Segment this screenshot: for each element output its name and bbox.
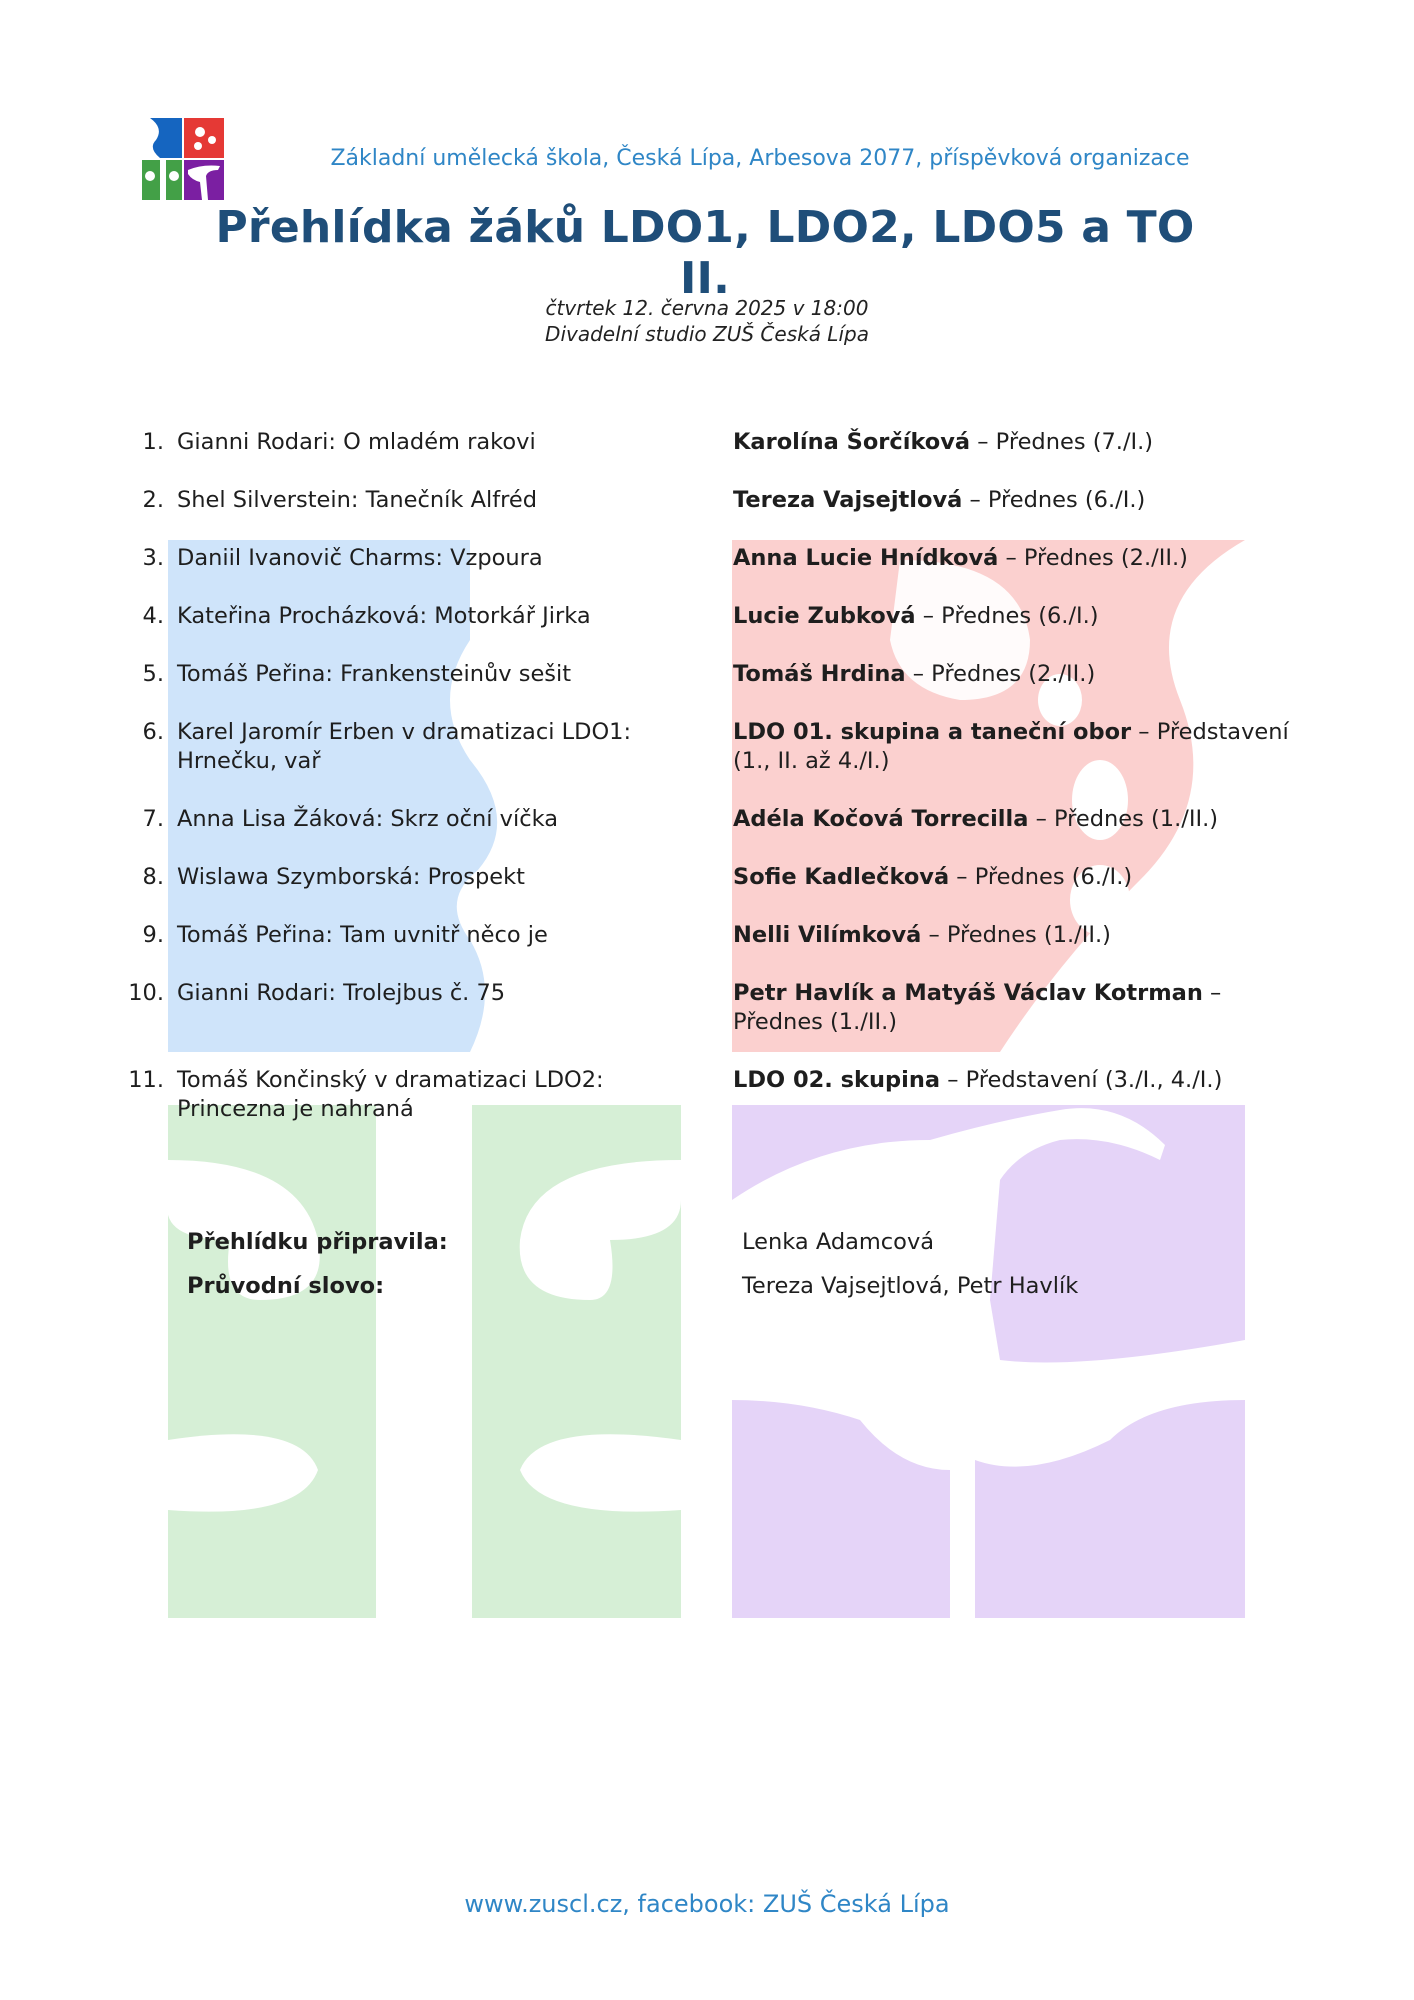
performer-name: Adéla Kočová Torrecilla xyxy=(733,806,1029,832)
program-item-work: Gianni Rodari: Trolejbus č. 75 xyxy=(177,980,506,1006)
performance-detail: – Přednes (1./II.) xyxy=(733,980,1222,1035)
program-item-performance xyxy=(733,863,1303,892)
program-item-work: Anna Lisa Žáková: Skrz oční víčka xyxy=(177,806,559,832)
host-label: Průvodní slovo: xyxy=(187,1273,385,1299)
program-item-number: 11. xyxy=(128,1067,164,1093)
performance-detail: – Přednes (1./II.) xyxy=(921,922,1111,948)
program-item-number: 5. xyxy=(142,661,164,687)
program-item-work: Shel Silverstein: Tanečník Alfréd xyxy=(177,487,538,513)
program-item-number: 4. xyxy=(142,603,164,629)
page-title: Přehlídka žáků LDO1, LDO2, LDO5 a TO II. xyxy=(215,202,1195,304)
performer-name: Lucie Zubková xyxy=(733,603,916,629)
program-item-number: 2. xyxy=(142,487,164,513)
program-item-number: 7. xyxy=(142,806,164,832)
program-item-number: 8. xyxy=(142,864,164,890)
program-item-performance xyxy=(733,660,1303,689)
school-name: Základní umělecká škola, Česká Lípa, Arbesova 2077, příspěvková organizace xyxy=(330,146,1190,171)
program-item-number: 3. xyxy=(142,545,164,571)
performance-detail: – Představení (3./I., 4./I.) xyxy=(940,1067,1223,1093)
event-venue: Divadelní studio ZUŠ Česká Lípa xyxy=(545,322,869,346)
program-item-performance xyxy=(733,486,1303,515)
program-item-number: 1. xyxy=(142,429,164,455)
program-item-work: Tomáš Končinský v dramatizaci LDO2: Princezna je nahraná xyxy=(177,1067,604,1122)
performer-name: LDO 02. skupina xyxy=(733,1067,941,1093)
prepared-by-value: Lenka Adamcová xyxy=(742,1229,935,1255)
program-item-performance xyxy=(733,544,1303,573)
program-item-work: Wislawa Szymborská: Prospekt xyxy=(177,864,526,890)
program-item-work: Gianni Rodari: O mladém rakovi xyxy=(177,429,536,455)
program-item-number: 6. xyxy=(142,719,164,745)
performance-detail: – Představení (1., II. až 4./I.) xyxy=(733,719,1289,774)
program-item-work: Tomáš Peřina: Frankensteinův sešit xyxy=(177,661,572,687)
program-item-work: Karel Jaromír Erben v dramatizaci LDO1: Hrnečku, vař xyxy=(177,719,632,774)
host-value: Tereza Vajsejtlová, Petr Havlík xyxy=(742,1273,1079,1299)
performer-name: Sofie Kadlečková xyxy=(733,864,950,890)
program-item-work: Kateřina Procházková: Motorkář Jirka xyxy=(177,603,591,629)
school-logo-icon xyxy=(142,118,224,200)
program-item-performance xyxy=(733,428,1303,457)
dancer-silhouette-background xyxy=(732,1105,1245,1618)
program-item-work: Daniil Ivanovič Charms: Vzpoura xyxy=(177,545,543,571)
performance-detail: – Přednes (7./I.) xyxy=(970,429,1154,455)
program-item-work: Tomáš Peřina: Tam uvnitř něco je xyxy=(177,922,548,948)
performer-name: Karolína Šorčíková xyxy=(733,429,971,455)
performer-name: Tereza Vajsejtlová xyxy=(733,487,963,513)
program-item-performance xyxy=(733,718,1303,776)
program-item-number: 10. xyxy=(128,980,164,1006)
performance-detail: – Přednes (2./II.) xyxy=(998,545,1188,571)
performer-name: Tomáš Hrdina xyxy=(733,661,906,687)
program-item-performance xyxy=(733,1066,1303,1095)
performer-name: LDO 01. skupina a taneční obor xyxy=(733,719,1132,745)
performance-detail: – Přednes (2./II.) xyxy=(905,661,1096,687)
performance-detail: – Přednes (6./I.) xyxy=(949,864,1133,890)
performer-name: Nelli Vilímková xyxy=(733,922,922,948)
footer-links[interactable]: www.zuscl.cz, facebook: ZUŠ Česká Lípa xyxy=(464,1890,950,1918)
performance-detail: – Přednes (6./I.) xyxy=(962,487,1146,513)
program-item-performance xyxy=(733,805,1303,834)
program-item-performance xyxy=(733,602,1303,631)
program-item-performance xyxy=(733,979,1303,1037)
performer-name: Petr Havlík a Matyáš Václav Kotrman xyxy=(733,980,1203,1006)
prepared-by-label: Přehlídku připravila: xyxy=(187,1229,448,1255)
event-date: čtvrtek 12. června 2025 v 18:00 xyxy=(545,296,869,320)
performer-name: Anna Lucie Hnídková xyxy=(733,545,999,571)
program-item-number: 9. xyxy=(142,922,164,948)
performance-detail: – Přednes (1./II.) xyxy=(1028,806,1219,832)
performance-detail: – Přednes (6./I.) xyxy=(915,603,1099,629)
program-item-performance xyxy=(733,921,1303,950)
